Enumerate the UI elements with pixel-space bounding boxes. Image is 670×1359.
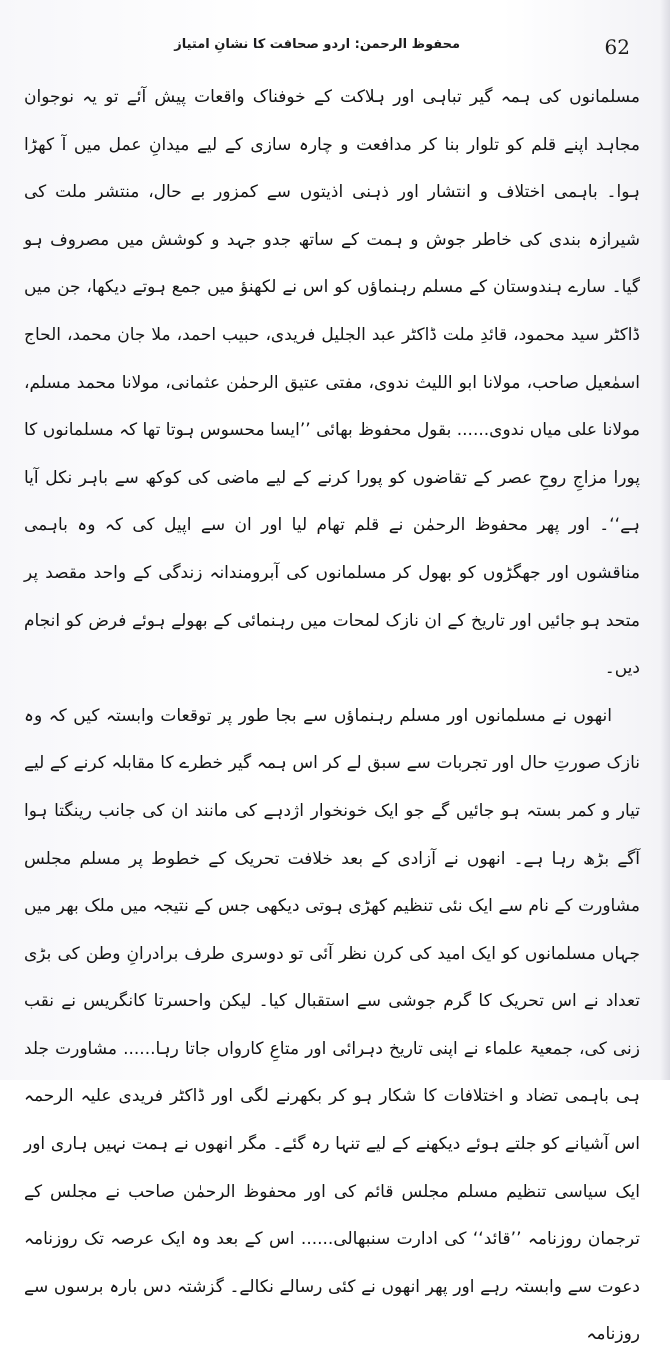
paragraph-2: انھوں نے مسلمانوں اور مسلم رہنماؤں سے بجا طور پر توقعات وابستہ کیں کہ وہ نازک صورتِ حال اور تجربات سے سبق لے کر اس ہمہ گیر خطرے کا مقابلہ کرنے کے لیے تیار و کمر بستہ ہو جائیں گے جو ایک خونخوار اژدہے کی مانند ان کی جانب رینگتا ہوا آگے بڑھ رہا ہے۔ انھوں نے آزادی کے بعد خلافت تحریک کے خطوط پر مسلم مجلس مشاورت کے نام سے ایک نئی تنظیم کھڑی ہوتی دیکھی جس کے نتیجہ میں ملک بھر میں جہاں مسلمانوں کو ایک امید کی کرن نظر آئی تو دوسری طرف برادرانِ وطن کی بڑی تعداد نے اس تحریک کا گرم جوشی سے استقبال کیا۔ لیکن واحسرتا کانگریس نے نقب زنی کی، جمعیۃ علماء نے اپنی تاریخ دہرائی اور متاعِ کارواں جاتا رہا...... مشاورت جلد ہی باہمی تضاد و اختلافات کا شکار ہو کر بکھرنے لگی اور ڈاکٹر فریدی علیہ الرحمہ اس آشیانے کو جلتے ہوئے دیکھنے کے لیے تنہا رہ گئے۔ مگر انھوں نے ہمت نہیں ہاری اور ایک سیاسی تنظیم مسلم مجلس قائم کی اور محفوظ الرحمٰن صاحب نے مجلس کے ترجمان روزنامہ ’’قائد‘‘ کی ادارت سنبھالی...... اس کے بعد وہ ایک عرصہ تک روزنامہ دعوت سے وابستہ رہے اور پھر انھوں نے کئی رسالے نکالے۔ گزشتہ دس بارہ برسوں سے روزنامہ bbox=[24, 705, 640, 1345]
running-title: محفوظ الرحمن: اردو صحافت کا نشانِ امتیاز bbox=[174, 37, 460, 52]
page-number: 62 bbox=[604, 35, 630, 59]
body-text bbox=[24, 74, 640, 1345]
paragraph-1: مسلمانوں کی ہمہ گیر تباہی اور ہلاکت کے خوفناک واقعات پیش آئے تو یہ نوجوان مجاہد اپنے قلم کو تلوار بنا کر مدافعت و چارہ سازی کے لیے میدانِ عمل میں آ کھڑا ہوا۔ باہمی اختلاف و انتشار اور ذہنی اذیتوں سے کمزور بے حال، منتشر ملت کی شیرازہ بندی کی خاطر جوش و ہمت کے ساتھ جدو جہد و کوشش میں مصروف ہو گیا۔ سارے ہندوستان کے مسلم رہنماؤں کو اس نے لکھنؤ میں جمع ہوتے دیکھا، جن میں ڈاکٹر سید محمود، قائدِ ملت ڈاکٹر عبد الجلیل فریدی، حبیب احمد، ملا جان محمد، الحاج اسمٰعیل صاحب، مولانا ابو اللیث ندوی، مفتی عتیق الرحمٰن عثمانی، مولانا محمد مسلم، مولانا علی میاں ندوی...... بقول محفوظ بھائی ’’ایسا محسوس ہوتا تھا کہ مسلمانوں کا پورا مزاجِ روحِ عصر کے تقاضوں کو پورا کرنے کے لیے ماضی کی کوکھ سے باہر نکل آیا ہے‘‘۔ اور پھر محفوظ الرحمٰن نے قلم تھام لیا اور ان سے اپیل کی کہ وہ باہمی مناقشوں اور جھگڑوں کو بھول کر مسلمانوں کی آبرومندانہ زندگی کے واحد مقصد پر متحد ہو جائیں اور تاریخ کے ان نازک لمحات میں رہنمائی کے بھولے ہوئے فرض کو انجام دیں۔ bbox=[24, 87, 640, 679]
page-edge-shadow bbox=[660, 0, 670, 1080]
